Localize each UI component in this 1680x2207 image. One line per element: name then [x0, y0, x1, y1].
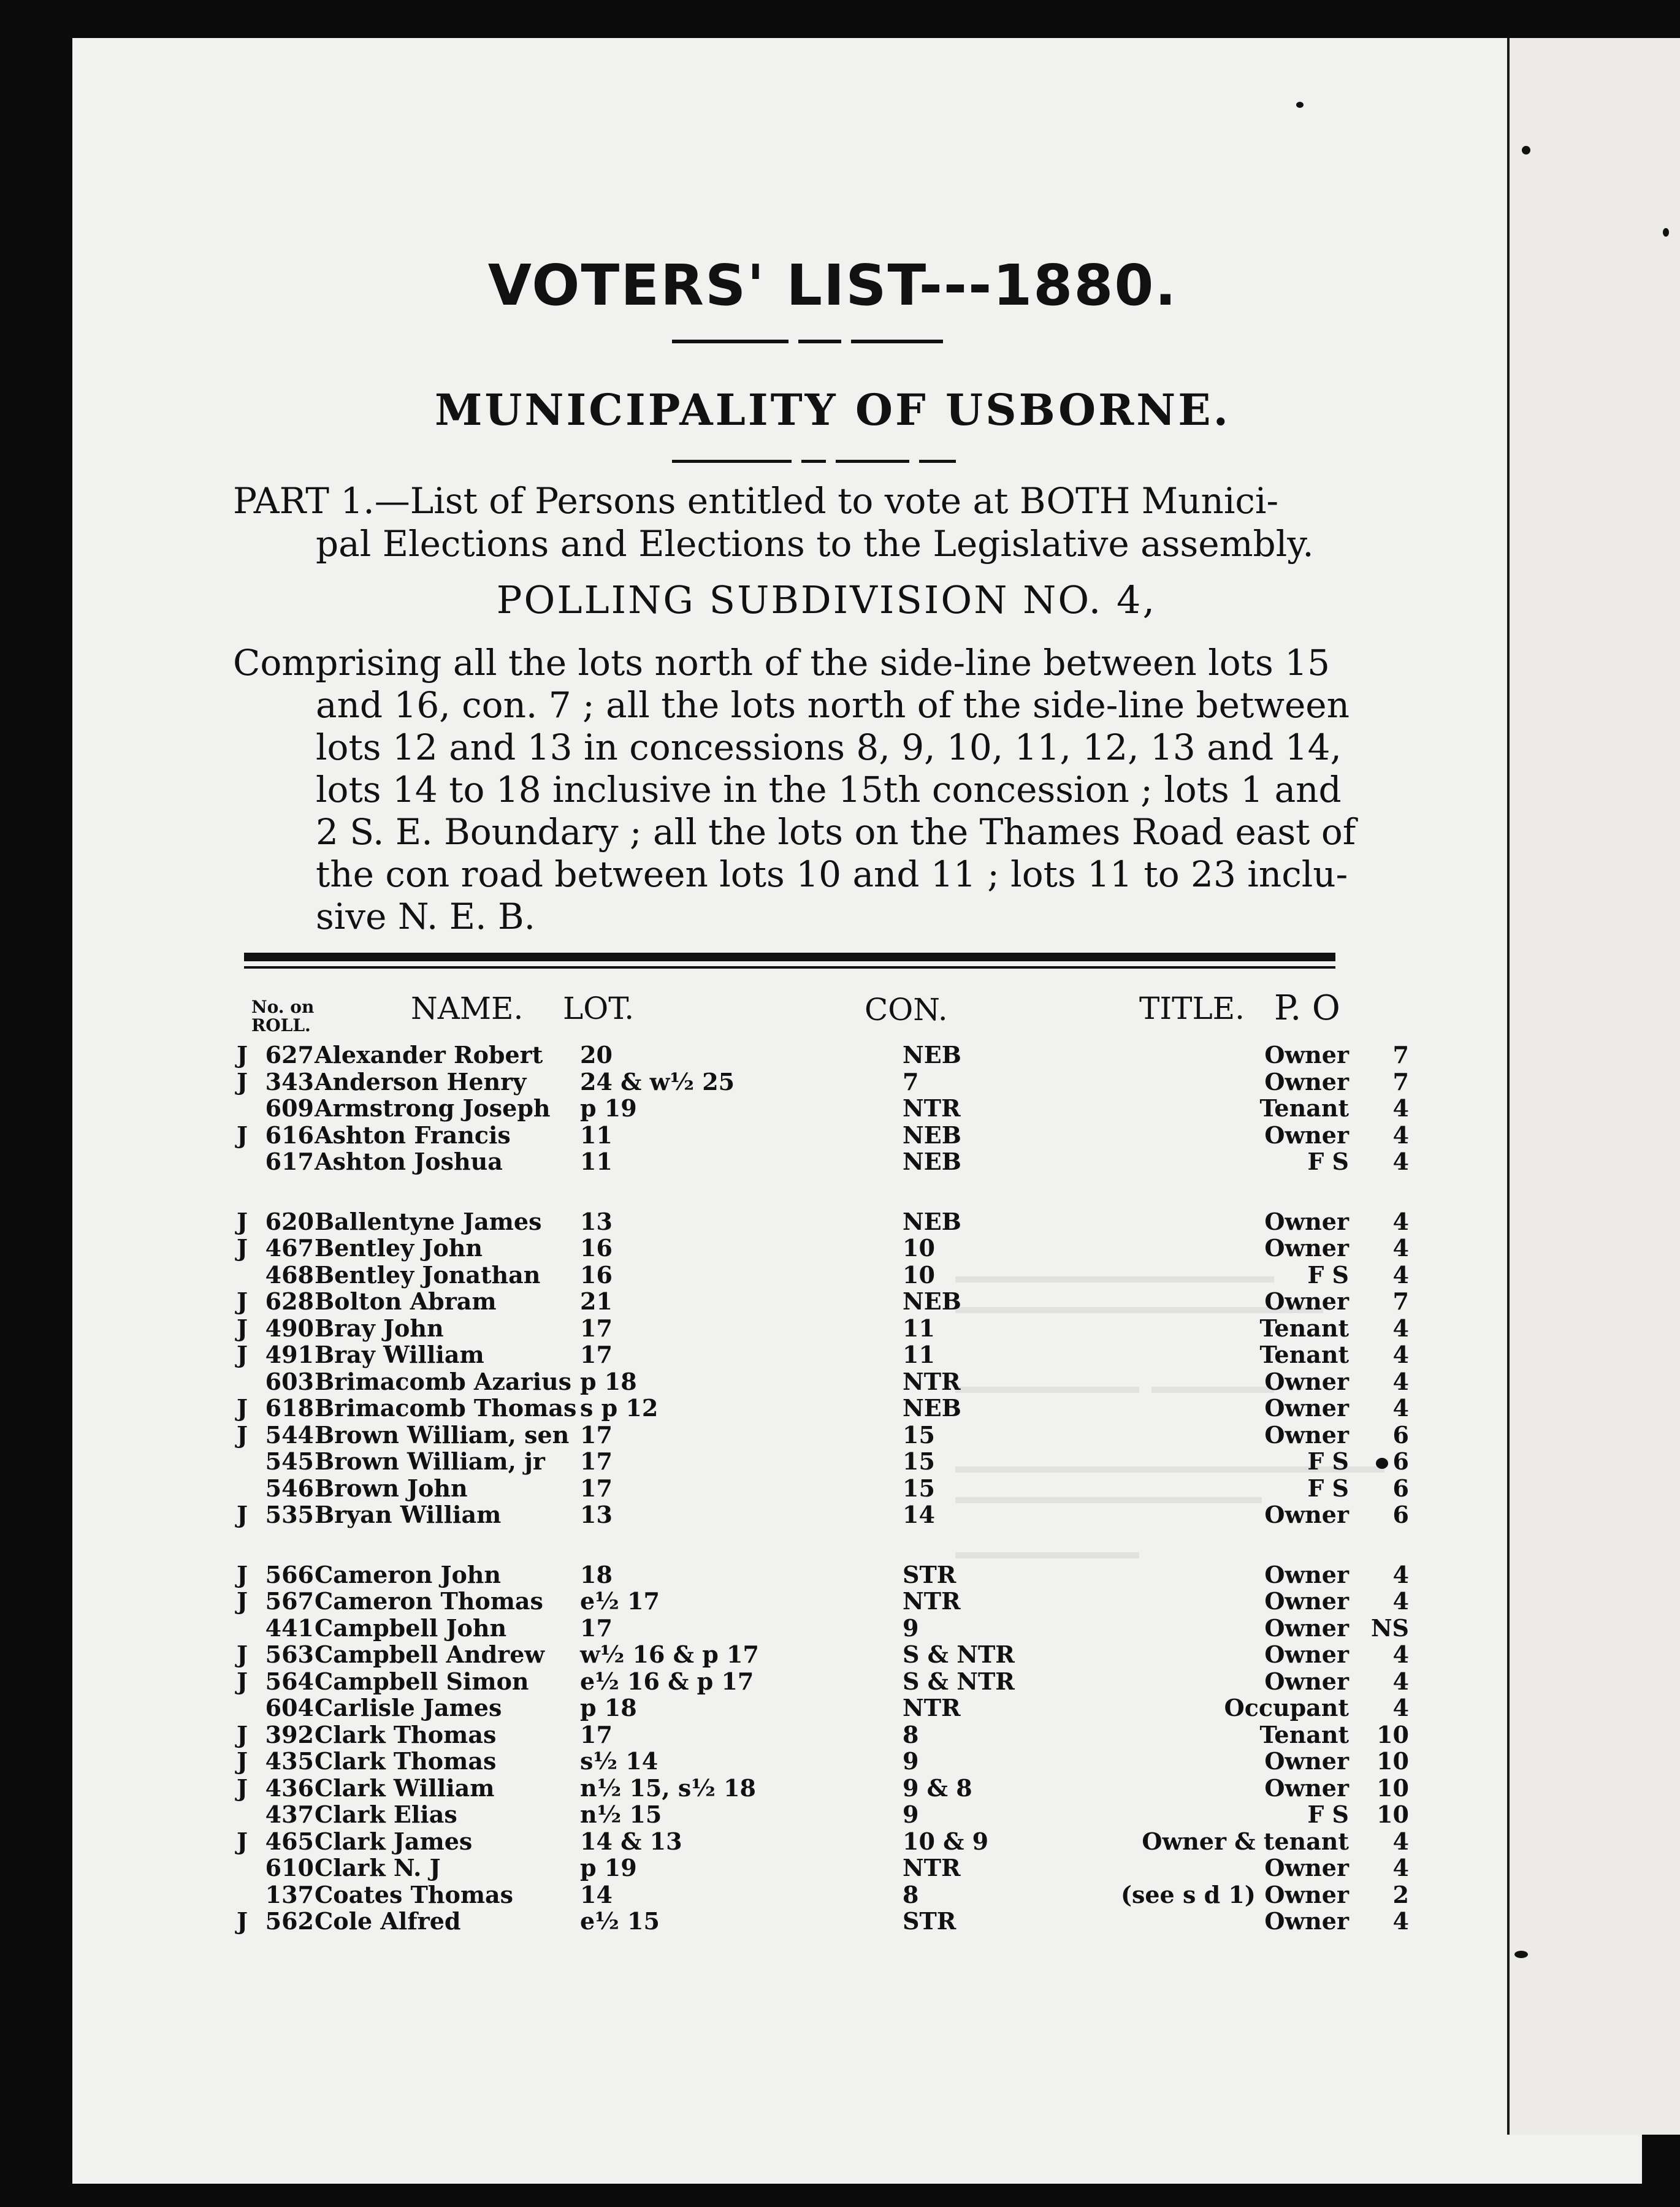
- title-cell: Owner: [1264, 1421, 1349, 1449]
- lot-cell: 16: [580, 1234, 613, 1262]
- lot-cell: 17: [580, 1447, 613, 1475]
- lot-cell: w½ 16 & p 17: [580, 1641, 759, 1668]
- voter-name: Coates Thomas: [315, 1881, 514, 1908]
- comprising-line: 2 S. E. Boundary ; all the lots on the Thames Road east of: [316, 811, 1356, 853]
- header-title: TITLE.: [1139, 991, 1245, 1026]
- lot-cell: 11: [580, 1121, 613, 1149]
- roll-number: 392: [265, 1721, 314, 1748]
- lot-cell: 13: [580, 1501, 613, 1528]
- po-cell: 4: [1392, 1094, 1409, 1122]
- po-cell: 4: [1392, 1234, 1409, 1262]
- voter-name: Bolton Abram: [315, 1287, 497, 1315]
- voter-name: Clark Thomas: [315, 1721, 497, 1748]
- title-cell: F S: [1307, 1148, 1349, 1175]
- lot-cell: n½ 15: [580, 1801, 662, 1828]
- con-cell: NTR: [903, 1587, 961, 1615]
- roll-prefix: J: [237, 1501, 248, 1528]
- roll-number: 563: [265, 1641, 314, 1668]
- comprising-line: the con road between lots 10 and 11 ; lots 11 to 23 inclu-: [316, 853, 1348, 895]
- part-description: [233, 479, 1472, 565]
- po-cell: 7: [1392, 1041, 1409, 1069]
- voter-name: Bray William: [315, 1341, 484, 1368]
- roll-prefix: J: [237, 1721, 248, 1748]
- po-cell: 4: [1392, 1561, 1409, 1588]
- title-cell: F S: [1307, 1474, 1349, 1502]
- voter-name: Clark N. J: [315, 1854, 441, 1881]
- table-row: [72, 1208, 1642, 1235]
- roll-prefix: J: [237, 1828, 248, 1855]
- po-cell: 10: [1376, 1774, 1409, 1802]
- voter-name: Carlisle James: [315, 1694, 502, 1721]
- lot-cell: 13: [580, 1208, 613, 1235]
- con-cell: 11: [903, 1314, 935, 1342]
- lot-cell: e½ 17: [580, 1587, 660, 1615]
- con-cell: NEB: [903, 1121, 961, 1149]
- po-cell: 2: [1392, 1881, 1409, 1908]
- po-cell: 4: [1392, 1668, 1409, 1695]
- table-row: [72, 1881, 1642, 1908]
- roll-prefix: J: [237, 1121, 248, 1149]
- table-row: [72, 1907, 1642, 1934]
- table-row: [72, 1694, 1642, 1721]
- voter-name: Ashton Joshua: [315, 1148, 503, 1175]
- con-cell: S & NTR: [903, 1641, 1015, 1668]
- lot-cell: 16: [580, 1261, 613, 1289]
- lot-cell: p 18: [580, 1368, 637, 1395]
- po-cell: 4: [1392, 1368, 1409, 1395]
- table-row: [72, 1721, 1642, 1748]
- document-page: [72, 38, 1642, 2184]
- table-row: [72, 1587, 1642, 1614]
- voter-name: Brown William, jr: [315, 1447, 545, 1475]
- roll-prefix: J: [237, 1394, 248, 1422]
- po-cell: 4: [1392, 1148, 1409, 1175]
- table-row: [72, 1501, 1642, 1528]
- title-cell: F S: [1307, 1447, 1349, 1475]
- title-cell: Owner: [1264, 1747, 1349, 1775]
- roll-number: 610: [265, 1854, 314, 1881]
- po-cell: 6: [1392, 1474, 1409, 1502]
- po-cell: 10: [1376, 1801, 1409, 1828]
- con-cell: 9: [903, 1747, 919, 1775]
- roll-number: 617: [265, 1148, 314, 1175]
- speck: [1663, 228, 1669, 237]
- table-row: [72, 1421, 1642, 1448]
- table-row: [72, 1854, 1642, 1881]
- roll-number: 566: [265, 1561, 314, 1588]
- roll-prefix: J: [237, 1041, 248, 1069]
- voter-name: Campbell Andrew: [315, 1641, 545, 1668]
- lot-cell: s½ 14: [580, 1747, 659, 1775]
- con-cell: S & NTR: [903, 1668, 1015, 1695]
- con-cell: 11: [903, 1341, 935, 1368]
- roll-number: 441: [265, 1614, 314, 1642]
- voter-name: Anderson Henry: [315, 1068, 527, 1096]
- po-cell: 10: [1376, 1721, 1409, 1748]
- municipality-heading: MUNICIPALITY OF USBORNE.: [435, 384, 1231, 435]
- title-cell: Owner: [1264, 1907, 1349, 1935]
- title-cell: Owner: [1264, 1774, 1349, 1802]
- title-cell: Owner: [1264, 1668, 1349, 1695]
- voter-name: Bryan William: [315, 1501, 502, 1528]
- lot-cell: s p 12: [580, 1394, 659, 1422]
- roll-prefix: J: [237, 1341, 248, 1368]
- table-row: [72, 1341, 1642, 1368]
- roll-number: 618: [265, 1394, 314, 1422]
- roll-number: 603: [265, 1368, 314, 1395]
- roll-prefix: J: [237, 1587, 248, 1615]
- con-cell: 15: [903, 1447, 935, 1475]
- con-cell: 15: [903, 1474, 935, 1502]
- title-cell: Owner: [1264, 1614, 1349, 1642]
- roll-number: 544: [265, 1421, 314, 1449]
- voter-name: Brimacomb Thomas: [315, 1394, 577, 1422]
- con-cell: NTR: [903, 1368, 961, 1395]
- con-cell: STR: [903, 1907, 956, 1935]
- voter-name: Cameron John: [315, 1561, 502, 1588]
- voter-name: Cole Alfred: [315, 1907, 461, 1935]
- table-row: [72, 1394, 1642, 1421]
- table-top-rule: [244, 953, 1335, 961]
- part-line-2: pal Elections and Elections to the Legislative assembly.: [316, 523, 1314, 565]
- con-cell: NTR: [903, 1094, 961, 1122]
- polling-subdivision: POLLING SUBDIVISION NO. 4,: [496, 577, 1157, 622]
- title-cell: Owner: [1264, 1881, 1349, 1908]
- voter-name: Bray John: [315, 1314, 444, 1342]
- po-cell: 4: [1392, 1907, 1409, 1935]
- title-rule: [672, 340, 943, 343]
- con-cell: NEB: [903, 1287, 961, 1315]
- voter-name: Brimacomb Azarius: [315, 1368, 572, 1395]
- roll-prefix: J: [237, 1774, 248, 1802]
- title-cell: F S: [1307, 1261, 1349, 1289]
- title-cell: Owner & tenant: [1142, 1828, 1349, 1855]
- con-cell: 10 & 9: [903, 1828, 989, 1855]
- po-cell: 4: [1392, 1828, 1409, 1855]
- lot-cell: e½ 15: [580, 1907, 660, 1935]
- po-cell: 6: [1392, 1501, 1409, 1528]
- con-cell: 7: [903, 1068, 919, 1096]
- po-cell: 4: [1392, 1314, 1409, 1342]
- lot-cell: 20: [580, 1041, 613, 1069]
- lot-cell: 17: [580, 1721, 613, 1748]
- voter-name: Clark Elias: [315, 1801, 457, 1828]
- voter-name: Bentley Jonathan: [315, 1261, 541, 1289]
- title-cell: Tenant: [1259, 1341, 1349, 1368]
- lot-cell: p 18: [580, 1694, 637, 1721]
- table-row: [72, 1668, 1642, 1694]
- roll-prefix: J: [237, 1668, 248, 1695]
- lot-cell: 11: [580, 1148, 613, 1175]
- voter-name: Armstrong Joseph: [315, 1094, 551, 1122]
- table-row: [72, 1614, 1642, 1641]
- voter-name: Brown William, sen: [315, 1421, 570, 1449]
- po-cell: 7: [1392, 1287, 1409, 1315]
- title-cell: Tenant: [1259, 1094, 1349, 1122]
- table-row: [72, 1234, 1642, 1261]
- page-title: VOTERS' LIST---1880.: [487, 253, 1178, 318]
- lot-cell: 17: [580, 1314, 613, 1342]
- po-cell: 4: [1392, 1641, 1409, 1668]
- roll-number: 616: [265, 1121, 314, 1149]
- con-cell: NEB: [903, 1148, 961, 1175]
- title-cell: Owner: [1264, 1041, 1349, 1069]
- roll-number: 604: [265, 1694, 314, 1721]
- roll-number: 436: [265, 1774, 314, 1802]
- roll-number: 465: [265, 1828, 314, 1855]
- header-con: CON.: [865, 992, 948, 1027]
- lot-cell: 17: [580, 1474, 613, 1502]
- lot-cell: 21: [580, 1287, 613, 1315]
- table-row: [72, 1774, 1642, 1801]
- table-row: [72, 1041, 1642, 1068]
- po-cell: 4: [1392, 1394, 1409, 1422]
- roll-prefix: J: [237, 1234, 248, 1262]
- po-cell: 4: [1392, 1208, 1409, 1235]
- roll-number: 343: [265, 1068, 314, 1096]
- po-cell: 10: [1376, 1747, 1409, 1775]
- roll-number: 491: [265, 1341, 314, 1368]
- con-cell: NTR: [903, 1854, 961, 1881]
- title-cell: Owner: [1264, 1121, 1349, 1149]
- con-cell: NEB: [903, 1041, 961, 1069]
- table-row: [72, 1447, 1642, 1474]
- lot-cell: 17: [580, 1421, 613, 1449]
- table-row: [72, 1641, 1642, 1668]
- header-roll: No. on ROLL.: [251, 997, 315, 1035]
- title-cell: Owner: [1264, 1368, 1349, 1395]
- title-cell: Owner: [1264, 1208, 1349, 1235]
- lot-cell: 17: [580, 1341, 613, 1368]
- voter-name: Campbell Simon: [315, 1668, 529, 1695]
- roll-number: 628: [265, 1287, 314, 1315]
- lot-cell: n½ 15, s½ 18: [580, 1774, 756, 1802]
- voter-name: Bentley John: [315, 1234, 483, 1262]
- con-cell: NEB: [903, 1394, 961, 1422]
- roll-number: 535: [265, 1501, 314, 1528]
- con-cell: 10: [903, 1234, 935, 1262]
- po-cell: 6: [1392, 1421, 1409, 1449]
- speck: [1296, 102, 1304, 108]
- po-cell: 4: [1392, 1261, 1409, 1289]
- voter-name: Ballentyne James: [315, 1208, 542, 1235]
- title-cell: Owner: [1264, 1854, 1349, 1881]
- title-cell: Owner: [1264, 1287, 1349, 1315]
- roll-number: 609: [265, 1094, 314, 1122]
- comprising-paragraph: [233, 642, 1459, 938]
- roll-number: 437: [265, 1801, 314, 1828]
- voter-name: Alexander Robert: [315, 1041, 543, 1069]
- roll-number: 490: [265, 1314, 314, 1342]
- roll-number: 627: [265, 1041, 314, 1069]
- con-cell: 9: [903, 1801, 919, 1828]
- roll-number: 468: [265, 1261, 314, 1289]
- lot-cell: e½ 16 & p 17: [580, 1668, 754, 1695]
- table-row: [72, 1148, 1642, 1175]
- title-cell: Owner: [1264, 1587, 1349, 1615]
- po-cell: 4: [1392, 1854, 1409, 1881]
- table-row: [72, 1094, 1642, 1121]
- lot-cell: 17: [580, 1614, 613, 1642]
- roll-number: 562: [265, 1907, 314, 1935]
- po-cell: NS: [1370, 1614, 1409, 1642]
- table-top-rule-thin: [244, 966, 1335, 969]
- title-cell: F S: [1307, 1801, 1349, 1828]
- con-cell: 8: [903, 1721, 919, 1748]
- voter-name: Clark Thomas: [315, 1747, 497, 1775]
- voter-name: Clark James: [315, 1828, 473, 1855]
- comprising-line: Comprising all the lots north of the side-line between lots 15: [233, 642, 1330, 684]
- roll-number: 467: [265, 1234, 314, 1262]
- voter-name: Brown John: [315, 1474, 468, 1502]
- header-lot: LOT.: [563, 991, 635, 1026]
- comprising-line: and 16, con. 7 ; all the lots north of the side-line between: [316, 684, 1350, 726]
- table-row: [72, 1287, 1642, 1314]
- table-row: [72, 1261, 1642, 1288]
- title-cell: Occupant: [1224, 1694, 1349, 1721]
- voter-name: Ashton Francis: [315, 1121, 511, 1149]
- po-cell: 4: [1392, 1341, 1409, 1368]
- part-line-1: PART 1.—List of Persons entitled to vote at BOTH Munici-: [233, 480, 1279, 522]
- con-cell: 15: [903, 1421, 935, 1449]
- title-cell: Owner: [1264, 1068, 1349, 1096]
- lot-cell: 18: [580, 1561, 613, 1588]
- municipality-rule: [672, 460, 956, 463]
- lot-cell: 14 & 13: [580, 1828, 682, 1855]
- con-cell: 14: [903, 1501, 935, 1528]
- table-row: [72, 1474, 1642, 1501]
- table-row: [72, 1828, 1642, 1854]
- con-cell: 9: [903, 1614, 919, 1642]
- speck: [1514, 1951, 1528, 1958]
- voter-name: Campbell John: [315, 1614, 507, 1642]
- table-row: [72, 1121, 1642, 1148]
- title-cell: Owner: [1264, 1561, 1349, 1588]
- roll-prefix: J: [237, 1641, 248, 1668]
- roll-number: 545: [265, 1447, 314, 1475]
- voter-name: Clark William: [315, 1774, 495, 1802]
- table-row: [72, 1747, 1642, 1774]
- header-name: NAME.: [411, 991, 524, 1026]
- table-row: [72, 1368, 1642, 1395]
- table-row: [72, 1801, 1642, 1828]
- con-cell: 8: [903, 1881, 919, 1908]
- header-po: P. O: [1274, 988, 1340, 1028]
- title-cell: Owner: [1264, 1641, 1349, 1668]
- roll-prefix: J: [237, 1314, 248, 1342]
- lot-cell: p 19: [580, 1094, 637, 1122]
- roll-prefix: J: [237, 1287, 248, 1315]
- comprising-line: sive N. E. B.: [316, 896, 536, 937]
- table-row: [72, 1561, 1642, 1588]
- con-cell: STR: [903, 1561, 956, 1588]
- roll-number: 567: [265, 1587, 314, 1615]
- roll-prefix: J: [237, 1561, 248, 1588]
- title-cell: Tenant: [1259, 1314, 1349, 1342]
- table-row: [72, 1068, 1642, 1095]
- con-cell: 9 & 8: [903, 1774, 972, 1802]
- title-cell: Owner: [1264, 1394, 1349, 1422]
- roll-number: 137: [265, 1881, 314, 1908]
- ink-blot: [1376, 1458, 1388, 1469]
- roll-number: 435: [265, 1747, 314, 1775]
- roll-prefix: J: [237, 1208, 248, 1235]
- voter-name: Cameron Thomas: [315, 1587, 543, 1615]
- roll-number: 564: [265, 1668, 314, 1695]
- roll-number: 620: [265, 1208, 314, 1235]
- roll-prefix: J: [237, 1747, 248, 1775]
- speck: [1522, 146, 1530, 154]
- po-cell: 7: [1392, 1068, 1409, 1096]
- title-cell: Tenant: [1259, 1721, 1349, 1748]
- po-cell: 4: [1392, 1587, 1409, 1615]
- adjacent-page-edge: [1507, 38, 1680, 2135]
- con-cell: NTR: [903, 1694, 961, 1721]
- roll-prefix: J: [237, 1421, 248, 1449]
- po-cell: 4: [1392, 1694, 1409, 1721]
- roll-prefix: J: [237, 1907, 248, 1935]
- lot-cell: 14: [580, 1881, 613, 1908]
- roll-number: 546: [265, 1474, 314, 1502]
- comprising-line: lots 12 and 13 in concessions 8, 9, 10, 11, 12, 13 and 14,: [316, 726, 1342, 768]
- note-cell: (see s d 1): [1121, 1881, 1256, 1908]
- po-cell: 6: [1392, 1447, 1409, 1475]
- comprising-line: lots 14 to 18 inclusive in the 15th concession ; lots 1 and: [316, 769, 1342, 810]
- title-cell: Owner: [1264, 1234, 1349, 1262]
- con-cell: NEB: [903, 1208, 961, 1235]
- lot-cell: 24 & w½ 25: [580, 1068, 735, 1096]
- po-cell: 4: [1392, 1121, 1409, 1149]
- title-cell: Owner: [1264, 1501, 1349, 1528]
- con-cell: 10: [903, 1261, 935, 1289]
- roll-prefix: J: [237, 1068, 248, 1096]
- lot-cell: p 19: [580, 1854, 637, 1881]
- table-row: [72, 1314, 1642, 1341]
